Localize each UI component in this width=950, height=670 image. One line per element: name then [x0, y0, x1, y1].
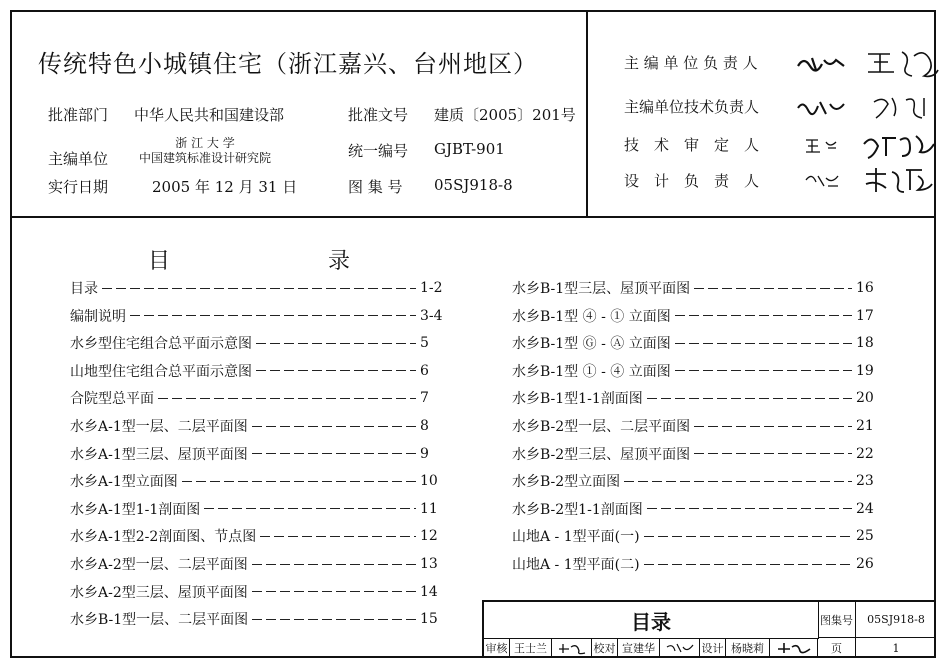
toc-leader — [204, 508, 416, 509]
toc-item-label: 水乡A-1型一层、二层平面图 — [70, 419, 248, 435]
toc-item-page: 24 — [856, 500, 874, 517]
toc-item-page: 19 — [856, 362, 874, 379]
unified-no: GJBT-901 — [434, 140, 505, 158]
review-signature-mark — [557, 641, 587, 655]
atlas-no: 05SJ918-8 — [434, 176, 513, 194]
toc-item-label: 水乡B-1型一层、二层平面图 — [70, 612, 249, 629]
toc-leader — [256, 370, 416, 371]
signature-name2-1 — [868, 92, 938, 122]
toc-leader — [644, 536, 852, 537]
toc-item-page: 22 — [856, 445, 874, 462]
atlas-label: 图集号 — [818, 602, 856, 638]
toc-leader — [102, 288, 416, 289]
toc-item[interactable] — [512, 526, 882, 546]
signature-name1-0 — [794, 52, 850, 74]
toc-leader — [644, 564, 852, 565]
toc-item[interactable] — [70, 333, 446, 353]
toc-leader — [252, 453, 416, 454]
toc-item[interactable] — [70, 554, 446, 574]
header-info — [12, 12, 588, 216]
toc-item-page: 21 — [856, 418, 874, 434]
page-value: 1 — [892, 641, 900, 655]
toc-item-label: 水乡B-1型1-1剖面图 — [512, 391, 643, 408]
signature-row — [624, 170, 759, 191]
toc-item[interactable] — [512, 444, 882, 464]
toc-item-page: 3-4 — [420, 307, 443, 324]
signature-name2-3 — [860, 164, 942, 196]
toc-item-page: 9 — [420, 445, 429, 462]
toc-item[interactable] — [70, 278, 446, 298]
page-title: 传统特色小城镇住宅（浙江嘉兴、台州地区） — [38, 50, 538, 78]
toc-leader — [694, 453, 852, 454]
header — [12, 12, 934, 218]
toc-item-page: 11 — [420, 500, 438, 517]
toc-item-page: 17 — [856, 307, 874, 324]
toc-item[interactable] — [512, 554, 882, 574]
editor-unit-line2: 中国建筑标准设计研究院 — [138, 151, 271, 165]
design-signature-mark — [776, 641, 812, 655]
toc-item-page: 7 — [420, 390, 429, 407]
toc-item-label: 合院型总平面 — [70, 391, 154, 408]
toc-leader — [260, 536, 416, 537]
toc-item-page: 6 — [420, 362, 429, 379]
toc-item[interactable] — [512, 416, 882, 436]
toc-item-page: 18 — [856, 335, 874, 352]
check-signature-mark — [665, 641, 695, 655]
toc-leader — [675, 370, 852, 371]
approval-dept: 中华人民共和国建设部 — [134, 106, 285, 124]
toc-item-label: 水乡B-1型 ④ - ① 立面图 — [512, 308, 671, 325]
toc-item-page: 16 — [856, 280, 874, 296]
toc-item[interactable] — [512, 471, 882, 491]
editor-unit — [130, 136, 280, 166]
toc-leader — [182, 481, 416, 482]
signature-row — [624, 52, 758, 73]
toc-leader — [675, 343, 852, 344]
toc-item-page: 8 — [420, 418, 429, 434]
toc-item[interactable] — [70, 471, 446, 491]
toc-item-label: 水乡型住宅组合总平面示意图 — [70, 336, 252, 353]
toc-item-page: 12 — [420, 528, 438, 545]
toc-leader — [647, 508, 852, 509]
toc-item-page: 15 — [420, 611, 438, 628]
toc-leader — [256, 343, 416, 344]
approval-dept-label: 批准部门 — [48, 106, 109, 124]
signature-role: 技 术 审 定 人 — [624, 136, 760, 154]
toc-item[interactable] — [512, 333, 882, 353]
toc-item[interactable] — [512, 361, 882, 381]
toc-item-label: 水乡B-2型1-1剖面图 — [512, 501, 643, 518]
toc-item-label: 目录 — [70, 281, 98, 297]
page-label: 页 — [818, 638, 856, 658]
design-name: 杨晓莉 — [726, 638, 770, 658]
toc-leader — [252, 426, 416, 427]
check-signature — [660, 638, 700, 658]
editor-unit-line1: 浙 江 大 学 — [175, 136, 235, 150]
toc-item-page: 1-2 — [420, 280, 443, 296]
toc-item-page: 14 — [420, 583, 438, 600]
check-name: 宣建华 — [618, 638, 660, 658]
title-block-name: 目录 — [484, 602, 819, 639]
toc-item[interactable] — [70, 388, 446, 408]
drawing-frame — [10, 10, 936, 658]
title-block-signoff — [484, 638, 818, 658]
atlas-value: 05SJ918-8 — [856, 602, 936, 638]
signature-role: 主 编 单 位 负 责 人 — [624, 54, 758, 72]
toc-item-label: 山地A - 1型平面(二) — [512, 557, 640, 573]
toc-leader — [130, 315, 416, 316]
toc-item[interactable] — [70, 361, 446, 381]
toc-item[interactable] — [70, 526, 446, 546]
effective-date-label: 实行日期 — [48, 178, 109, 196]
editor-unit-label: 主编单位 — [48, 150, 109, 168]
signature-row — [624, 134, 759, 155]
signature-role: 主编单位技术负责人 — [624, 98, 760, 116]
toc-item[interactable] — [70, 499, 446, 519]
toc-item-label: 水乡A-1型三层、屋顶平面图 — [70, 446, 248, 463]
toc-item-page: 20 — [856, 390, 874, 407]
toc-item[interactable] — [70, 609, 446, 629]
signature-name1-2 — [802, 134, 842, 154]
toc-item-label: 水乡B-2型立面图 — [512, 474, 621, 491]
toc-item-page: 25 — [856, 528, 874, 545]
toc-leader — [675, 315, 852, 316]
toc-leader — [158, 398, 416, 399]
toc-item-page: 26 — [856, 556, 874, 572]
toc-leader — [252, 591, 416, 592]
toc-item-label: 水乡B-1型三层、屋顶平面图 — [512, 281, 691, 297]
toc-item[interactable] — [70, 444, 446, 464]
atlas-no-label: 图 集 号 — [348, 178, 403, 196]
toc-item-page: 10 — [420, 473, 438, 490]
check-label: 校对 — [592, 638, 618, 658]
title-block — [482, 600, 936, 658]
toc-item[interactable] — [70, 306, 446, 326]
unified-no-label: 统一编号 — [348, 142, 409, 160]
design-label: 设计 — [700, 638, 726, 658]
signature-name2-2 — [858, 130, 940, 160]
toc-item-label: 水乡B-2型一层、二层平面图 — [512, 419, 691, 435]
toc-item-label: 水乡B-1型 ① - ④ 立面图 — [512, 363, 671, 380]
toc-item[interactable] — [512, 278, 882, 298]
toc-item[interactable] — [70, 582, 446, 602]
signature-role: 设 计 负 责 人 — [624, 172, 760, 190]
toc-item[interactable] — [512, 499, 882, 519]
toc-item-label: 水乡B-2型三层、屋顶平面图 — [512, 446, 691, 463]
signature-name1-3 — [802, 170, 842, 192]
approval-no: 建质〔2005〕201号 — [434, 106, 576, 124]
design-signature — [770, 638, 818, 658]
toc-item-label: 编制说明 — [70, 308, 126, 325]
toc-leader — [252, 564, 416, 565]
toc-item-page: 13 — [420, 556, 438, 572]
toc-item[interactable] — [512, 388, 882, 408]
toc-item-label: 水乡A-1型立面图 — [70, 474, 178, 491]
toc-item-label: 水乡A-1型2-2剖面图、节点图 — [70, 529, 257, 546]
toc-leader — [624, 481, 852, 482]
review-signature — [552, 638, 592, 658]
toc-title-left: 目 — [148, 249, 171, 274]
toc-item-page: 5 — [420, 335, 429, 352]
approval-no-label: 批准文号 — [348, 106, 409, 124]
signature-row — [624, 96, 759, 117]
toc-item-label: 山地型住宅组合总平面示意图 — [70, 363, 252, 380]
toc-item-label: 水乡A-2型三层、屋顶平面图 — [70, 584, 248, 601]
toc-leader — [252, 619, 416, 620]
toc-item-label: 山地A - 1型平面(一) — [512, 529, 640, 546]
signature-name2-0 — [864, 46, 944, 80]
toc-item-page: 23 — [856, 473, 874, 490]
toc-item-label: 水乡A-2型一层、二层平面图 — [70, 557, 248, 573]
toc-item[interactable] — [512, 306, 882, 326]
toc-title-right: 录 — [328, 249, 351, 274]
review-label: 审核 — [484, 638, 510, 658]
toc-item-label: 水乡A-1型1-1剖面图 — [70, 501, 201, 518]
toc-item-label: 水乡B-1型 Ⓖ - Ⓐ 立面图 — [512, 336, 671, 353]
toc-leader — [694, 288, 852, 289]
toc-leader — [647, 398, 852, 399]
toc-item[interactable] — [70, 416, 446, 436]
effective-date: 2005 年 12 月 31 日 — [152, 178, 298, 196]
toc-leader — [694, 426, 852, 427]
signature-name1-1 — [794, 96, 850, 118]
review-name: 王士兰 — [510, 638, 552, 658]
